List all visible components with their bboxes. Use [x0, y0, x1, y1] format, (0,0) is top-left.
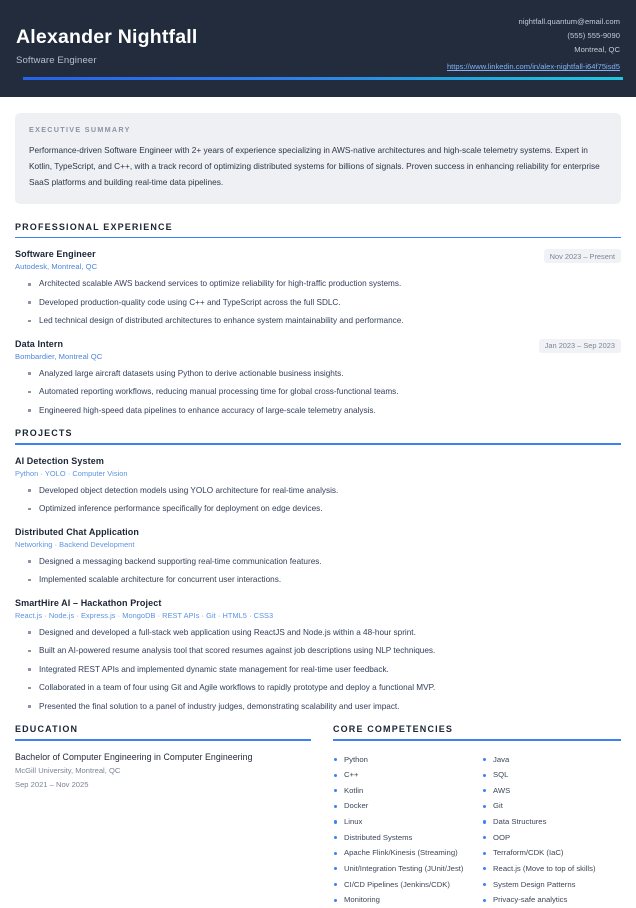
competency-item: Git [482, 798, 621, 814]
experience-entry [15, 339, 621, 417]
contact-phone: (555) 555-9090 [567, 30, 620, 40]
competency-item: Linux [333, 814, 472, 830]
project-bullet-list [15, 627, 621, 713]
bottom-columns [15, 724, 621, 908]
section-education [15, 724, 311, 908]
experience-bullet: Developed production-quality code using C++ and TypeScript across the full SDLC. [15, 297, 621, 309]
competency-item: Apache Flink/Kinesis (Streaming) [333, 845, 472, 861]
experience-date-badge: Jan 2023 – Sep 2023 [539, 339, 621, 353]
project-title: AI Detection System [15, 455, 104, 466]
experience-entry-head [15, 339, 621, 361]
section-title-education: EDUCATION [15, 723, 79, 734]
contact-email: nightfall.quantum@email.com [518, 17, 620, 26]
section-rule-competencies [333, 739, 621, 741]
candidate-name: Alexander Nightfall [16, 26, 198, 48]
education-school: McGill University, Montreal, QC [15, 765, 121, 775]
project-title: SmartHire AI – Hackathon Project [15, 597, 162, 608]
competency-item: Docker [333, 798, 472, 814]
section-projects [15, 428, 621, 713]
executive-summary-label: EXECUTIVE SUMMARY [29, 125, 131, 134]
header-identity [16, 14, 198, 66]
project-bullet: Implemented scalable architecture for concurrent user interactions. [15, 574, 621, 586]
experience-entry [15, 249, 621, 327]
contact-location: Montreal, QC [574, 44, 620, 54]
experience-bullet: Automated reporting workflows, reducing manual processing time for global cross-functional teams. [15, 386, 621, 398]
contact-linkedin-link[interactable]: https://www.linkedin.com/in/alex-nightfall-i64f75isd5 [446, 62, 620, 72]
competency-item: Privacy-safe analytics [482, 892, 621, 908]
project-bullet: Developed object detection models using YOLO architecture for real-time analysis. [15, 485, 621, 497]
experience-bullet: Engineered high-speed data pipelines to enhance accuracy of large-scale telemetry analysis. [15, 405, 621, 417]
section-title-projects: PROJECTS [15, 428, 73, 439]
project-bullet: Collaborated in a team of four using Git and Agile workflows to rapidly prototype and deploy a functional MVP. [15, 682, 621, 694]
project-bullet-list [15, 556, 621, 587]
competency-item: SQL [482, 767, 621, 783]
project-bullet: Built an AI-powered resume analysis tool that scored resumes against job descriptions using NLP techniques. [15, 645, 621, 657]
experience-bullet: Architected scalable AWS backend services to optimize reliability for high-traffic production systems. [15, 278, 621, 290]
project-entry [15, 456, 621, 516]
section-rule-projects [15, 443, 621, 445]
contact-block [447, 14, 620, 74]
experience-company: Bombardier, Montreal QC [15, 351, 103, 361]
competencies-grid [333, 752, 621, 908]
competency-item: C++ [333, 767, 472, 783]
project-bullet: Designed a messaging backend supporting real-time communication features. [15, 556, 621, 568]
header-accent-bar [23, 77, 623, 80]
competency-item: Python [333, 752, 472, 768]
section-title-experience: PROFESSIONAL EXPERIENCE [15, 221, 173, 232]
header-row [16, 14, 620, 74]
education-degree: Bachelor of Computer Engineering in Computer Engineering [15, 751, 253, 762]
project-tech-stack: Networking · Backend Development [15, 539, 135, 549]
competency-item: Java [482, 752, 621, 768]
competency-item: Distributed Systems [333, 830, 472, 846]
project-entry [15, 527, 621, 587]
section-professional-experience [15, 222, 621, 417]
project-tech-stack: React.js · Node.js · Express.js · MongoDB · REST APIs · Git · HTML5 · CSS3 [15, 610, 274, 620]
resume-header [0, 0, 636, 97]
competency-item: Data Structures [482, 814, 621, 830]
project-bullet-list [15, 485, 621, 516]
experience-bullet: Led technical design of distributed architectures to enhance system maintainability and performance. [15, 315, 621, 327]
executive-summary-card [15, 113, 621, 204]
section-core-competencies [333, 724, 621, 908]
project-tech-stack: Python · YOLO · Computer Vision [15, 468, 128, 478]
resume-body [0, 97, 636, 908]
experience-date-badge: Nov 2023 – Present [544, 249, 621, 263]
project-bullet: Designed and developed a full-stack web application using ReactJS and Node.js within a 48-hour sprint. [15, 627, 621, 639]
education-dates: Sep 2021 – Nov 2025 [15, 779, 89, 789]
competency-item: System Design Patterns [482, 877, 621, 893]
experience-bullet-list [15, 368, 621, 417]
experience-company: Autodesk, Montreal, QC [15, 262, 98, 272]
experience-job-title: Data Intern [15, 338, 64, 349]
section-rule-education [15, 739, 311, 741]
project-bullet: Presented the final solution to a panel of industry judges, demonstrating scalability and user impact. [15, 701, 621, 713]
experience-entry-head [15, 249, 621, 271]
section-rule-experience [15, 237, 621, 239]
competency-item: AWS [482, 783, 621, 799]
competency-item: Monitoring [333, 892, 472, 908]
competency-item: OOP [482, 830, 621, 846]
executive-summary-text: Performance-driven Software Engineer with 2+ years of experience specializing in AWS-native architectures and high-scale telemetry systems. Expert in Kotlin, TypeScript, and C++, with a track record of optimizing distributed systems for billions of signals. Proven success in enhancing reliability for enterprise SaaS platforms and building real-time data pipelines. [29, 145, 600, 187]
project-bullet: Optimized inference performance specifically for deployment on edge devices. [15, 503, 621, 515]
experience-job-title: Software Engineer [15, 249, 96, 260]
experience-bullet-list [15, 278, 621, 327]
project-bullet: Integrated REST APIs and implemented dynamic state management for real-time user feedback. [15, 664, 621, 676]
candidate-job-title: Software Engineer [16, 55, 97, 67]
project-entry [15, 598, 621, 713]
competency-item: Unit/Integration Testing (JUnit/Jest) [333, 861, 472, 877]
experience-bullet: Analyzed large aircraft datasets using Python to derive actionable business insights. [15, 368, 621, 380]
competency-item: Kotlin [333, 783, 472, 799]
section-title-competencies: CORE COMPETENCIES [333, 723, 454, 734]
competency-item: CI/CD Pipelines (Jenkins/CDK) [333, 877, 472, 893]
project-title: Distributed Chat Application [15, 526, 139, 537]
competency-item: React.js (Move to top of skills) [482, 861, 621, 877]
competency-item: Terraform/CDK (IaC) [482, 845, 621, 861]
